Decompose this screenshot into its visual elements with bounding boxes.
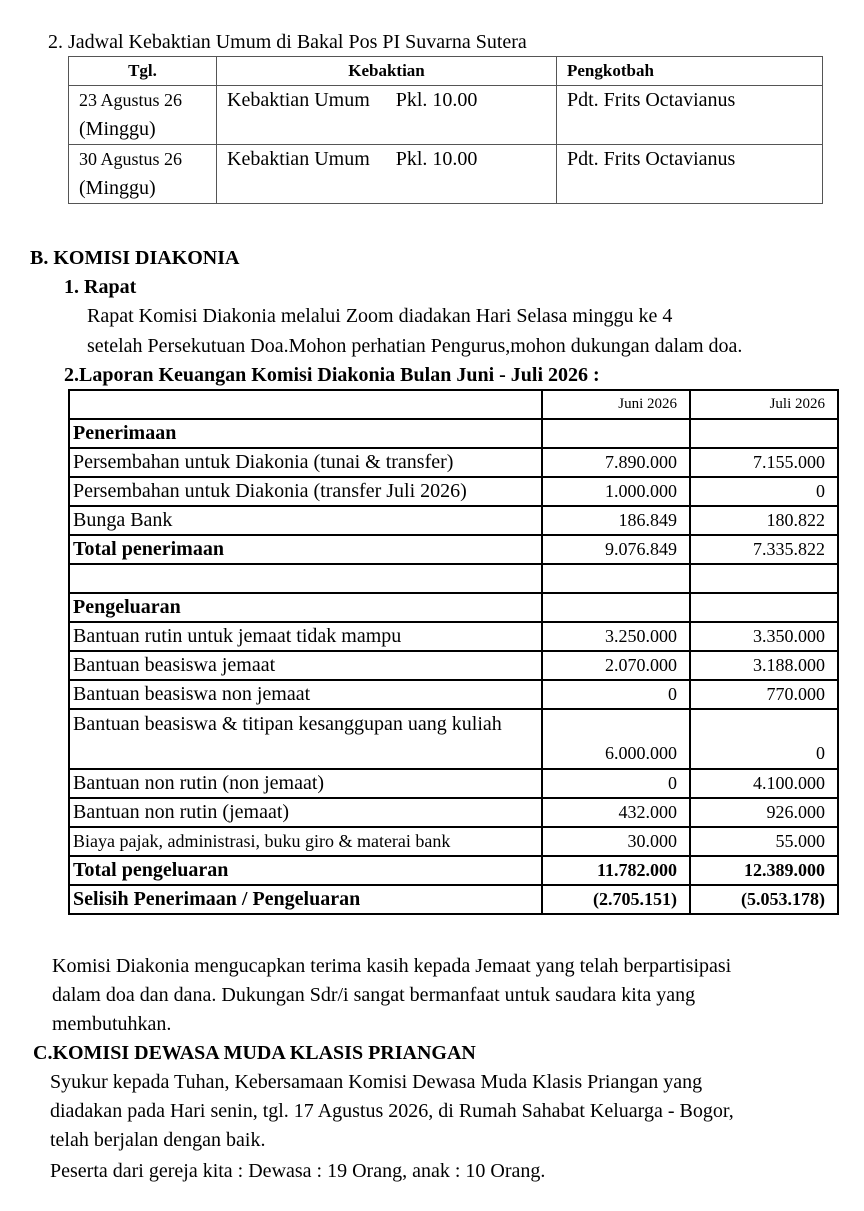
schedule-time: Pkl. 10.00 — [395, 148, 478, 170]
closing-line-3: membutuhkan. — [52, 1013, 172, 1035]
finance-section-row — [69, 419, 838, 448]
dewasa-muda-line-3: telah berjalan dengan baik. — [50, 1129, 266, 1151]
finance-label: Bantuan beasiswa & titipan kesanggupan uang kuliah — [69, 709, 542, 769]
finance-total-row — [69, 535, 838, 564]
finance-juni: 7.890.000 — [542, 448, 690, 477]
finance-juni: (2.705.151) — [542, 885, 690, 914]
finance-label: Pengeluaran — [69, 593, 542, 622]
finance-juni — [542, 593, 690, 622]
schedule-header-row — [69, 57, 823, 86]
finance-row — [69, 680, 838, 709]
finance-table — [68, 389, 839, 915]
schedule-date-cell — [69, 145, 217, 204]
finance-label: Persembahan untuk Diakonia (tunai & transfer) — [69, 448, 542, 477]
schedule-preacher: Pdt. Frits Octavianus — [557, 145, 823, 204]
finance-label: Bantuan non rutin (non jemaat) — [69, 769, 542, 798]
finance-juli: (5.053.178) — [690, 885, 838, 914]
finance-row — [69, 651, 838, 680]
finance-juli: 770.000 — [690, 680, 838, 709]
finance-juli: 0 — [690, 709, 838, 769]
finance-juni: 9.076.849 — [542, 535, 690, 564]
finance-juni: 30.000 — [542, 827, 690, 856]
finance-juli: 0 — [690, 477, 838, 506]
dewasa-muda-line-1: Syukur kepada Tuhan, Kebersamaan Komisi Dewasa Muda Klasis Priangan yang — [50, 1071, 703, 1093]
finance-label: Persembahan untuk Diakonia (transfer Juli 2026) — [69, 477, 542, 506]
finance-balance-row — [69, 885, 838, 914]
finance-row — [69, 506, 838, 535]
finance-label — [69, 564, 542, 593]
finance-blank-row — [69, 564, 838, 593]
section-c-title: C.KOMISI DEWASA MUDA KLASIS PRIANGAN — [33, 1042, 476, 1064]
finance-juni: 2.070.000 — [542, 651, 690, 680]
finance-juni: 11.782.000 — [542, 856, 690, 885]
schedule-header-preacher: Pengkotbah — [557, 57, 823, 86]
finance-juli — [690, 564, 838, 593]
rapat-title: 1. Rapat — [64, 276, 137, 298]
finance-juli: 3.188.000 — [690, 651, 838, 680]
finance-label: Total pengeluaran — [69, 856, 542, 885]
dewasa-muda-line-4: Peserta dari gereja kita : Dewasa : 19 Orang, anak : 10 Orang. — [50, 1160, 546, 1182]
report-title: 2.Laporan Keuangan Komisi Diakonia Bulan Juni - Juli 2026 : — [64, 364, 600, 386]
finance-juli: 3.350.000 — [690, 622, 838, 651]
schedule-preacher: Pdt. Frits Octavianus — [557, 86, 823, 145]
finance-juni: 6.000.000 — [542, 709, 690, 769]
rapat-line-2: setelah Persekutuan Doa.Mohon perhatian Pengurus,mohon dukungan dalam doa. — [87, 335, 743, 357]
schedule-service-cell — [217, 86, 557, 145]
finance-juni: 432.000 — [542, 798, 690, 827]
finance-juni — [542, 564, 690, 593]
finance-juni — [542, 419, 690, 448]
closing-line-2: dalam doa dan dana. Dukungan Sdr/i sangat bermanfaat untuk saudara kita yang — [52, 984, 696, 1006]
finance-juli: 4.100.000 — [690, 769, 838, 798]
finance-row — [69, 477, 838, 506]
finance-row — [69, 798, 838, 827]
schedule-date: 30 Agustus 26 — [79, 149, 183, 169]
schedule-date-cell — [69, 86, 217, 145]
finance-juli: 12.389.000 — [690, 856, 838, 885]
dewasa-muda-line-2: diadakan pada Hari senin, tgl. 17 Agustus 2026, di Rumah Sahabat Keluarga - Bogor, — [50, 1100, 734, 1122]
schedule-row — [69, 145, 823, 204]
schedule-table — [68, 56, 823, 204]
finance-juli: 55.000 — [690, 827, 838, 856]
finance-label: Biaya pajak, administrasi, buku giro & materai bank — [69, 827, 542, 856]
finance-label: Penerimaan — [69, 419, 542, 448]
finance-row — [69, 769, 838, 798]
finance-juni: 0 — [542, 680, 690, 709]
schedule-day: (Minggu) — [79, 118, 156, 140]
finance-juni: 1.000.000 — [542, 477, 690, 506]
finance-juni: 186.849 — [542, 506, 690, 535]
schedule-day: (Minggu) — [79, 177, 156, 199]
schedule-service: Kebaktian Umum — [227, 148, 370, 170]
finance-juni: 0 — [542, 769, 690, 798]
schedule-date: 23 Agustus 26 — [79, 90, 183, 110]
schedule-time: Pkl. 10.00 — [395, 89, 478, 111]
finance-label: Bunga Bank — [69, 506, 542, 535]
finance-header-juni: Juni 2026 — [542, 390, 690, 419]
finance-header-row — [69, 390, 838, 419]
schedule-header-service: Kebaktian — [217, 57, 557, 86]
finance-row — [69, 709, 838, 769]
schedule-row — [69, 86, 823, 145]
finance-juli — [690, 419, 838, 448]
finance-total-row — [69, 856, 838, 885]
finance-label: Bantuan beasiswa jemaat — [69, 651, 542, 680]
finance-juli: 7.335.822 — [690, 535, 838, 564]
finance-juli: 926.000 — [690, 798, 838, 827]
finance-label: Bantuan beasiswa non jemaat — [69, 680, 542, 709]
finance-juni: 3.250.000 — [542, 622, 690, 651]
finance-label: Total penerimaan — [69, 535, 542, 564]
schedule-heading: 2. Jadwal Kebaktian Umum di Bakal Pos PI Suvarna Sutera — [48, 31, 527, 53]
finance-header-juli: Juli 2026 — [690, 390, 838, 419]
finance-section-row — [69, 593, 838, 622]
finance-label: Bantuan non rutin (jemaat) — [69, 798, 542, 827]
schedule-service: Kebaktian Umum — [227, 89, 370, 111]
finance-row — [69, 622, 838, 651]
finance-row — [69, 827, 838, 856]
schedule-header-date: Tgl. — [69, 57, 217, 86]
finance-juli: 7.155.000 — [690, 448, 838, 477]
closing-line-1: Komisi Diakonia mengucapkan terima kasih kepada Jemaat yang telah berpartisipasi — [52, 955, 732, 977]
finance-label: Bantuan rutin untuk jemaat tidak mampu — [69, 622, 542, 651]
finance-juli: 180.822 — [690, 506, 838, 535]
rapat-line-1: Rapat Komisi Diakonia melalui Zoom diadakan Hari Selasa minggu ke 4 — [87, 305, 673, 327]
finance-row — [69, 448, 838, 477]
finance-label: Selisih Penerimaan / Pengeluaran — [69, 885, 542, 914]
finance-header-blank — [69, 390, 542, 419]
finance-juli — [690, 593, 838, 622]
schedule-service-cell — [217, 145, 557, 204]
section-b-title: B. KOMISI DIAKONIA — [30, 247, 240, 269]
